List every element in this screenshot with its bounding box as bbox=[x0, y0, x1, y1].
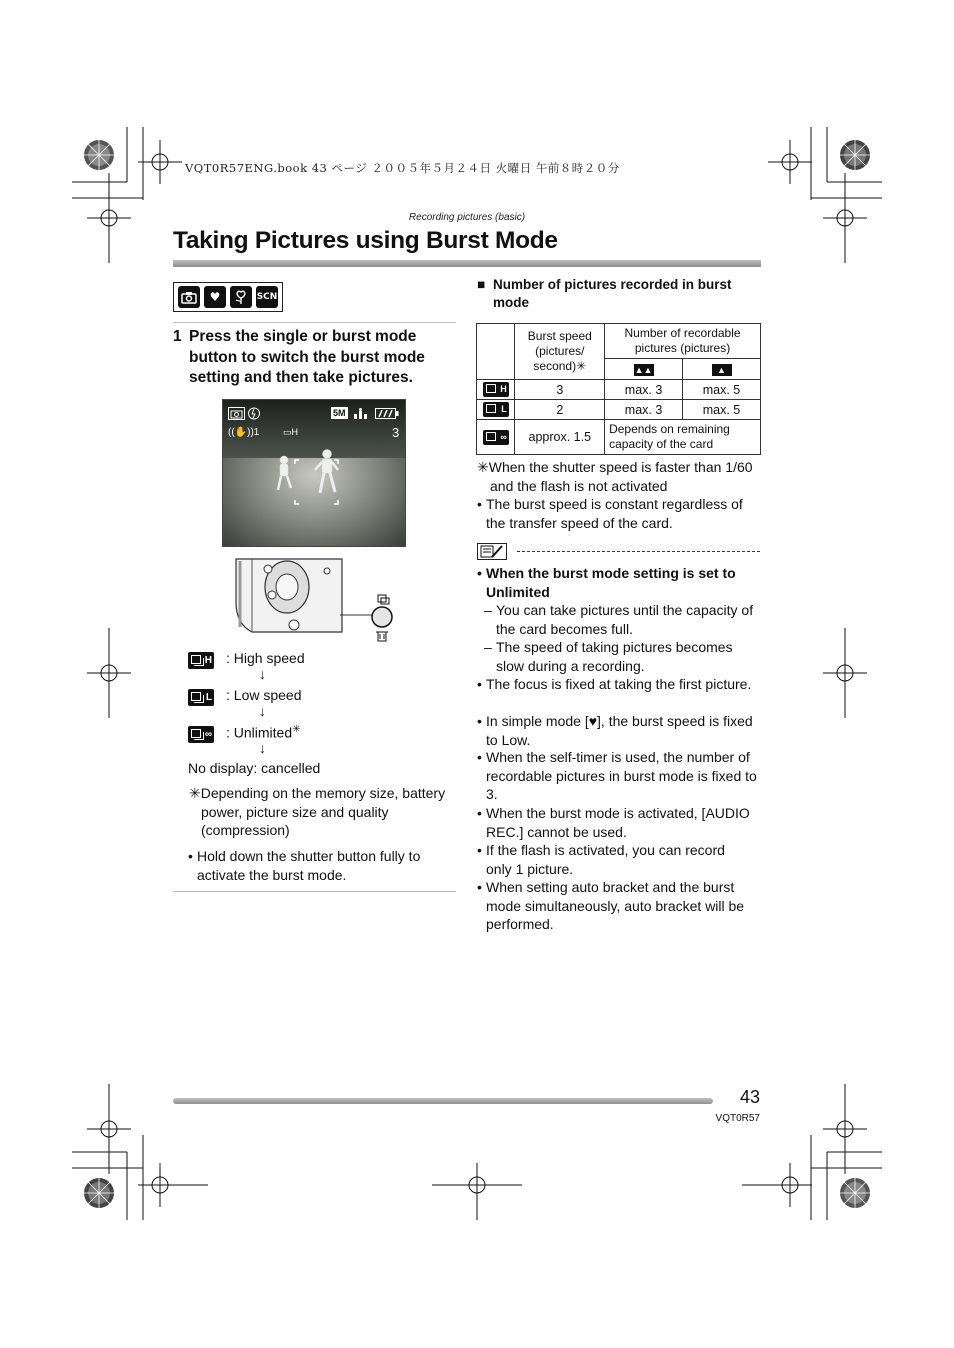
stabilizer-icon: ((✋)) bbox=[228, 427, 254, 438]
footnote-memory: ✳Depending on the memory size, battery power, picture size and quality (compression) bbox=[189, 785, 446, 838]
step-number: 1 bbox=[173, 328, 182, 345]
camera-button-illustration bbox=[232, 557, 408, 647]
burst-high-icon: H bbox=[188, 652, 214, 669]
no-display-line: No display: cancelled bbox=[188, 760, 321, 776]
step-text: Press the single or burst mode button to switch the burst mode setting and then take pictures. bbox=[189, 328, 425, 386]
trash-icon bbox=[376, 632, 388, 641]
page-number: 43 bbox=[739, 1087, 760, 1107]
section-rule-bottom bbox=[173, 891, 456, 892]
lcd-mode-icons bbox=[228, 407, 262, 420]
lcd-stabilizer: ((✋))1 bbox=[228, 427, 260, 438]
footer-rule bbox=[173, 1098, 713, 1104]
burst-low-icon: L bbox=[483, 402, 509, 417]
camera-icon bbox=[178, 286, 200, 308]
burst-unlimited-icon: ∞ bbox=[188, 726, 214, 743]
scn-icon: SCN bbox=[256, 286, 278, 308]
arrow-down-icon: ↓ bbox=[259, 740, 266, 756]
table-footnote: ✳When the shutter speed is faster than 1/60 and the flash is not activated bbox=[477, 459, 753, 494]
memo-dash-rule bbox=[517, 551, 760, 552]
children-running-image bbox=[223, 400, 406, 547]
burst-low-icon: L bbox=[188, 689, 214, 706]
heart-icon: ♥ bbox=[204, 286, 226, 308]
model-code: VQT0R57 bbox=[715, 1113, 760, 1124]
list-item: L : Low speed bbox=[188, 687, 214, 705]
arrow-down-icon: ↓ bbox=[259, 703, 266, 719]
burst-icon: ▭ bbox=[283, 427, 292, 437]
running-head: Recording pictures (basic) bbox=[408, 212, 526, 223]
page-title: Taking Pictures using Burst Mode bbox=[173, 227, 558, 254]
lcd-screen-photo bbox=[222, 399, 406, 547]
quality-fine-cell bbox=[605, 359, 683, 380]
header-burst-speed: Burst speed (pictures/ second)✳ bbox=[515, 324, 605, 380]
table-row: L 2 max. 3 max. 5 bbox=[477, 400, 761, 420]
burst-high-icon: H bbox=[483, 382, 509, 397]
mode-icon-box bbox=[173, 282, 283, 312]
table-row: ∞ approx. 1.5 Depends on remaining capacity of the card bbox=[477, 420, 761, 455]
battery-icon bbox=[375, 408, 399, 422]
table-row: H 3 max. 3 max. 5 bbox=[477, 380, 761, 400]
title-rule bbox=[173, 260, 761, 267]
lcd-quality-icon bbox=[353, 408, 369, 422]
burst-unlimited-icon: ∞ bbox=[483, 430, 509, 445]
quality-standard-cell bbox=[683, 359, 761, 380]
header-recordable: Number of recordable pictures (pictures) bbox=[605, 324, 761, 359]
arrow-down-icon: ↓ bbox=[259, 666, 266, 682]
quality-standard-icon: ▲ bbox=[712, 364, 732, 376]
memo-note-icon bbox=[477, 543, 507, 560]
lcd-picture-count: 3 bbox=[392, 425, 400, 440]
section-rule-top bbox=[173, 322, 456, 323]
lcd-size-indicator: 5M bbox=[333, 408, 346, 418]
list-item: ∞ : Unlimited✳ bbox=[188, 724, 214, 742]
macro-icon bbox=[230, 286, 252, 308]
quality-fine-icon: ▲▲ bbox=[634, 364, 653, 375]
burst-table bbox=[476, 323, 761, 455]
book-print-line: VQT0R57ENG.book 43 ページ ２００５年５月２４日 火曜日 午前８時２０分 bbox=[185, 161, 620, 175]
lcd-burst-indicator: ▭H bbox=[283, 427, 299, 437]
list-item: H : High speed bbox=[188, 650, 214, 668]
table-header-row bbox=[477, 324, 761, 359]
